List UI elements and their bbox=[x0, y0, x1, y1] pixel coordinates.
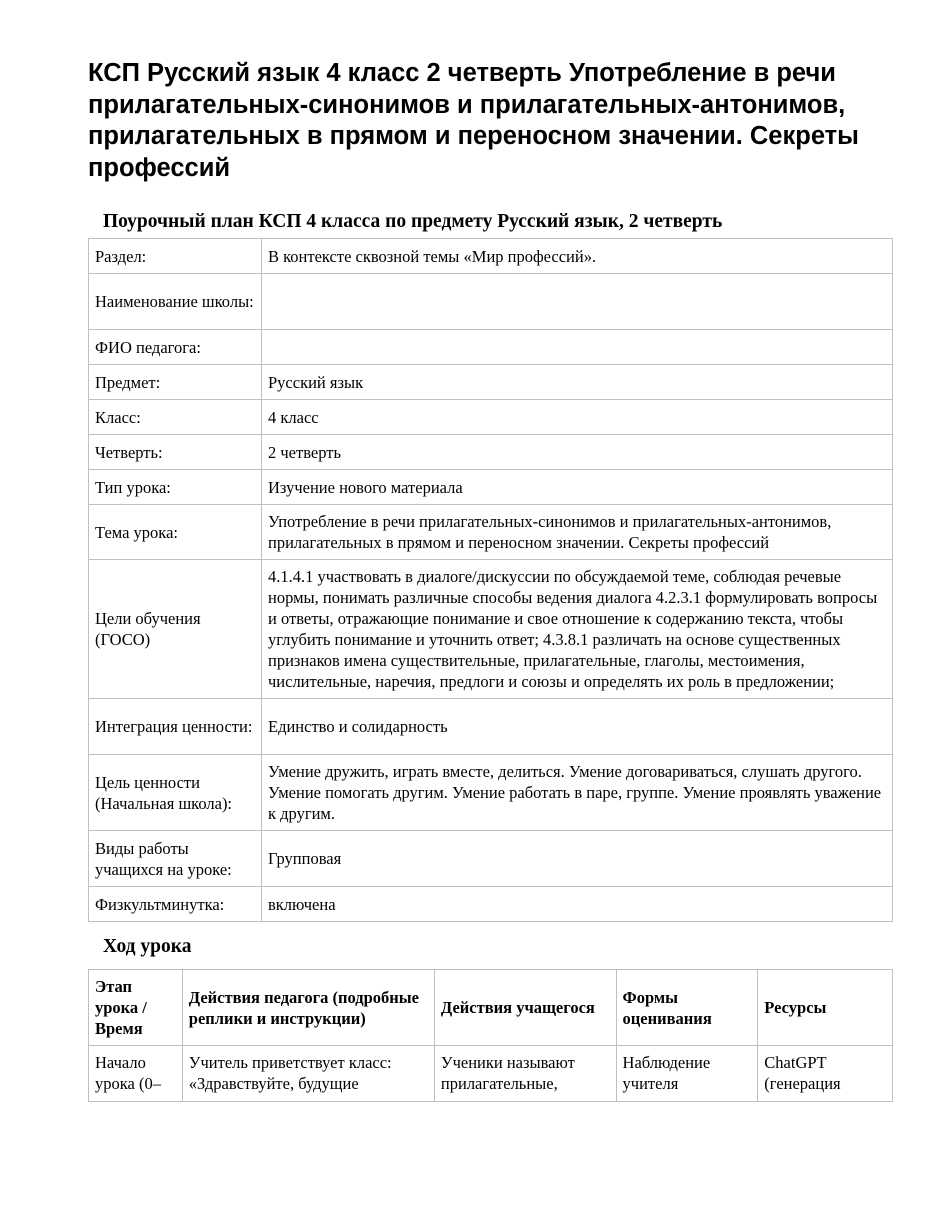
row-value: 4 класс bbox=[262, 400, 893, 435]
row-value bbox=[262, 274, 893, 330]
row-label: ФИО педагога: bbox=[89, 330, 262, 365]
row-value: Употребление в речи прилагательных-синонимов и прилагательных-антонимов, прилагательных в прямом и переносном значении. Секреты профессий bbox=[262, 505, 893, 560]
plan-heading: Поурочный план КСП 4 класса по предмету Русский язык, 2 четверть bbox=[103, 211, 723, 232]
table-row bbox=[89, 505, 893, 560]
student-actions-cell: Ученики называют прилагательные, bbox=[434, 1046, 616, 1102]
document-page bbox=[88, 58, 893, 1102]
row-value: Русский язык bbox=[262, 365, 893, 400]
row-value: Изучение нового материала bbox=[262, 470, 893, 505]
table-row bbox=[89, 887, 893, 922]
row-value: Групповая bbox=[262, 831, 893, 887]
column-header: Этап урока / Время bbox=[89, 970, 183, 1046]
table-header-row bbox=[89, 970, 893, 1046]
course-heading: Ход урока bbox=[103, 936, 192, 957]
column-header: Действия учащегося bbox=[434, 970, 616, 1046]
table-row bbox=[89, 400, 893, 435]
row-value: Единство и солидарность bbox=[262, 699, 893, 755]
table-row bbox=[89, 755, 893, 831]
row-label: Виды работы учащихся на уроке: bbox=[89, 831, 262, 887]
table-row bbox=[89, 470, 893, 505]
row-label: Физкультминутка: bbox=[89, 887, 262, 922]
row-label: Четверть: bbox=[89, 435, 262, 470]
table-row bbox=[89, 239, 893, 274]
row-label: Класс: bbox=[89, 400, 262, 435]
column-header: Действия педагога (подробные реплики и инструкции) bbox=[182, 970, 434, 1046]
table-row bbox=[89, 330, 893, 365]
document-title: КСП Русский язык 4 класс 2 четверть Употребление в речи прилагательных-синонимов и прилагательных-антонимов, прилагательных в прямом и переносном значении. Секреты профессий bbox=[88, 59, 859, 182]
table-row bbox=[89, 274, 893, 330]
row-value: Умение дружить, играть вместе, делиться. Умение договариваться, слушать другого. Умение помогать другим. Умение работать в паре, группе. Умение проявлять уважение к другим. bbox=[262, 755, 893, 831]
table-row bbox=[89, 365, 893, 400]
table-row bbox=[89, 1046, 893, 1102]
plan-table bbox=[88, 238, 893, 922]
table-row bbox=[89, 560, 893, 699]
row-label: Наименование школы: bbox=[89, 274, 262, 330]
row-label: Тема урока: bbox=[89, 505, 262, 560]
row-value: 4.1.4.1 участвовать в диалоге/дискуссии по обсуждаемой теме, соблюдая речевые нормы, понимать различные способы ведения диалога 4.2.3.1 формулировать вопросы и ответы, отражающие понимание и свое отношение к содержанию текста, чтобы углубить понимание и уточнить ответ; 4.3.8.1 различать на основе существенных признаков имена существительные, прилагательные, глаголы, местоимения, числительные, наречия, предлоги и союзы и определять их роль в предложении; bbox=[262, 560, 893, 699]
table-row bbox=[89, 435, 893, 470]
row-label: Раздел: bbox=[89, 239, 262, 274]
row-value: 2 четверть bbox=[262, 435, 893, 470]
row-value bbox=[262, 330, 893, 365]
row-label: Интеграция ценности: bbox=[89, 699, 262, 755]
teacher-actions-cell: Учитель приветствует класс: «Здравствуйте, будущие bbox=[182, 1046, 434, 1102]
row-label: Цели обучения (ГОСО) bbox=[89, 560, 262, 699]
resources-cell: ChatGPT (генерация bbox=[758, 1046, 893, 1102]
table-row bbox=[89, 831, 893, 887]
course-table bbox=[88, 969, 893, 1102]
row-label: Тип урока: bbox=[89, 470, 262, 505]
row-label: Цель ценности (Начальная школа): bbox=[89, 755, 262, 831]
row-label: Предмет: bbox=[89, 365, 262, 400]
column-header: Формы оценивания bbox=[616, 970, 758, 1046]
column-header: Ресурсы bbox=[758, 970, 893, 1046]
stage-cell: Начало урока (0– bbox=[89, 1046, 183, 1102]
row-value: В контексте сквозной темы «Мир профессий». bbox=[262, 239, 893, 274]
table-row bbox=[89, 699, 893, 755]
row-value: включена bbox=[262, 887, 893, 922]
assessment-cell: Наблюдение учителя bbox=[616, 1046, 758, 1102]
